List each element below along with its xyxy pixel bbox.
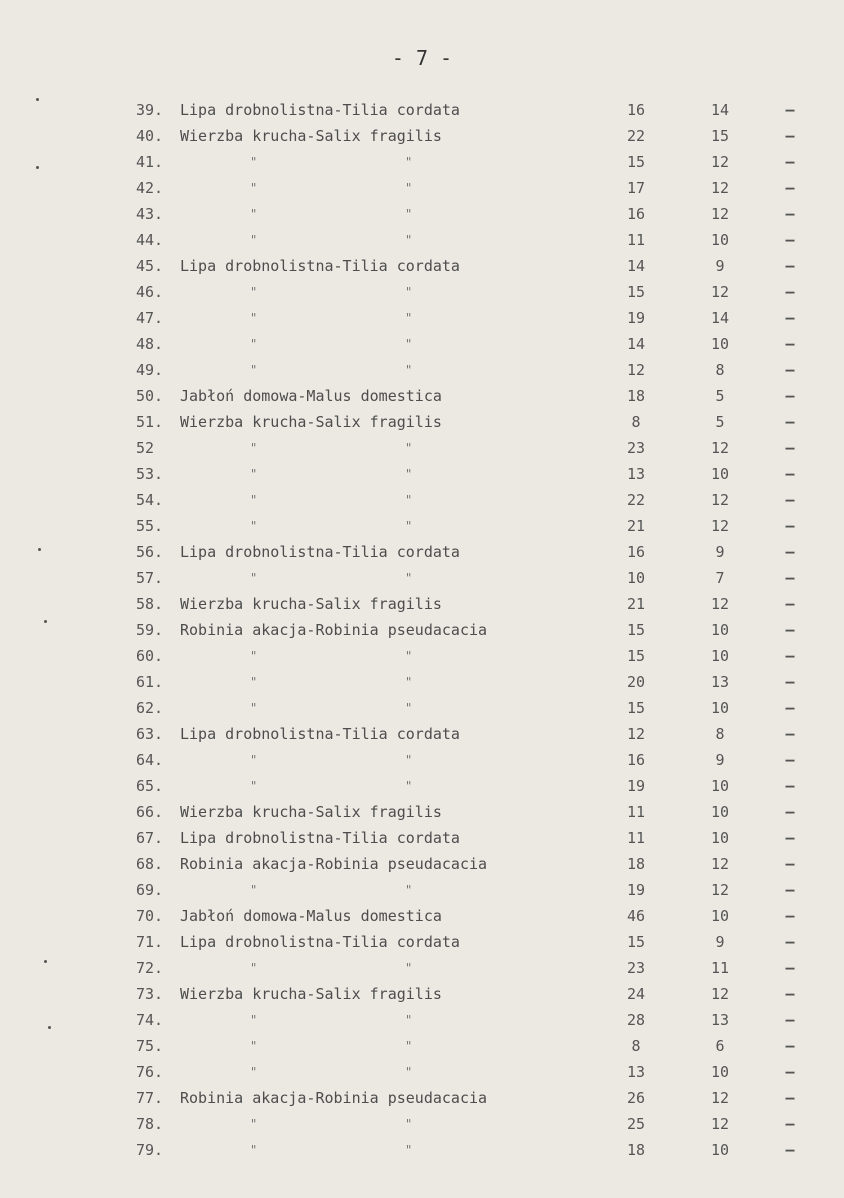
species-name: Lipa drobnolistna-Tilia cordata <box>180 101 460 119</box>
measure-1: 16 <box>626 751 646 769</box>
row-dash: – <box>785 855 795 873</box>
row-number: 41. <box>136 153 164 171</box>
species-name: Robinia akacja-Robinia pseudacacia <box>180 855 488 873</box>
table-row <box>0 1033 844 1059</box>
measure-2: 12 <box>710 439 730 457</box>
row-dash: – <box>785 413 795 431</box>
measure-2: 10 <box>710 699 730 717</box>
species-name: Lipa drobnolistna-Tilia cordata <box>180 725 460 743</box>
ditto-mark: " <box>405 883 413 897</box>
row-number: 60. <box>136 647 164 665</box>
row-dash: – <box>785 179 795 197</box>
measure-1: 23 <box>626 439 646 457</box>
row-dash: – <box>785 803 795 821</box>
species-name: Wierzba krucha-Salix fragilis <box>180 595 442 613</box>
row-dash: – <box>785 1089 795 1107</box>
row-dash: – <box>785 465 795 483</box>
ditto-mark: " <box>405 1013 413 1027</box>
species-name: Jabłoń domowa-Malus domestica <box>180 387 442 405</box>
ditto-mark: " <box>250 285 258 299</box>
measure-1: 10 <box>626 569 646 587</box>
ditto-mark: " <box>250 701 258 715</box>
species-name: Wierzba krucha-Salix fragilis <box>180 985 442 1003</box>
ditto-mark: " <box>250 519 258 533</box>
measure-2: 9 <box>715 933 725 951</box>
row-number: 71. <box>136 933 164 951</box>
row-number: 67. <box>136 829 164 847</box>
ditto-mark: " <box>250 493 258 507</box>
row-number: 49. <box>136 361 164 379</box>
row-dash: – <box>785 829 795 847</box>
measure-1: 15 <box>626 647 646 665</box>
measure-2: 12 <box>710 855 730 873</box>
measure-2: 14 <box>710 101 730 119</box>
measure-2: 12 <box>710 179 730 197</box>
table-row <box>0 851 844 877</box>
table-row <box>0 357 844 383</box>
measure-1: 20 <box>626 673 646 691</box>
tree-inventory-list <box>0 97 844 1163</box>
measure-2: 12 <box>710 283 730 301</box>
row-dash: – <box>785 673 795 691</box>
table-row <box>0 123 844 149</box>
row-dash: – <box>785 777 795 795</box>
measure-1: 8 <box>631 413 641 431</box>
row-dash: – <box>785 751 795 769</box>
row-dash: – <box>785 933 795 951</box>
row-dash: – <box>785 543 795 561</box>
row-number: 69. <box>136 881 164 899</box>
ditto-mark: " <box>405 675 413 689</box>
measure-2: 13 <box>710 1011 730 1029</box>
table-row <box>0 1111 844 1137</box>
ditto-mark: " <box>250 233 258 247</box>
ditto-mark: " <box>405 701 413 715</box>
ditto-mark: " <box>405 363 413 377</box>
row-dash: – <box>785 959 795 977</box>
measure-1: 16 <box>626 101 646 119</box>
measure-1: 16 <box>626 543 646 561</box>
measure-1: 14 <box>626 257 646 275</box>
ditto-mark: " <box>405 649 413 663</box>
row-dash: – <box>785 439 795 457</box>
measure-2: 12 <box>710 985 730 1003</box>
row-number: 63. <box>136 725 164 743</box>
measure-1: 24 <box>626 985 646 1003</box>
ditto-mark: " <box>250 961 258 975</box>
ditto-mark: " <box>405 1143 413 1157</box>
species-name: Wierzba krucha-Salix fragilis <box>180 803 442 821</box>
measure-2: 8 <box>715 361 725 379</box>
ditto-mark: " <box>250 649 258 663</box>
row-number: 44. <box>136 231 164 249</box>
measure-2: 10 <box>710 647 730 665</box>
measure-2: 12 <box>710 205 730 223</box>
row-dash: – <box>785 647 795 665</box>
table-row <box>0 825 844 851</box>
measure-1: 25 <box>626 1115 646 1133</box>
row-number: 74. <box>136 1011 164 1029</box>
row-dash: – <box>785 491 795 509</box>
row-number: 59. <box>136 621 164 639</box>
ditto-mark: " <box>405 337 413 351</box>
table-row <box>0 591 844 617</box>
row-dash: – <box>785 127 795 145</box>
row-dash: – <box>785 1037 795 1055</box>
table-row <box>0 513 844 539</box>
measure-2: 12 <box>710 491 730 509</box>
measure-2: 10 <box>710 907 730 925</box>
measure-1: 23 <box>626 959 646 977</box>
ditto-mark: " <box>405 441 413 455</box>
measure-1: 19 <box>626 309 646 327</box>
table-row <box>0 643 844 669</box>
measure-2: 14 <box>710 309 730 327</box>
row-dash: – <box>785 725 795 743</box>
ditto-mark: " <box>250 1143 258 1157</box>
measure-1: 16 <box>626 205 646 223</box>
ditto-mark: " <box>405 181 413 195</box>
table-row <box>0 617 844 643</box>
row-dash: – <box>785 1141 795 1159</box>
row-number: 73. <box>136 985 164 1003</box>
ditto-mark: " <box>250 1117 258 1131</box>
ditto-mark: " <box>250 363 258 377</box>
ditto-mark: " <box>250 441 258 455</box>
row-number: 61. <box>136 673 164 691</box>
ditto-mark: " <box>405 961 413 975</box>
row-dash: – <box>785 1115 795 1133</box>
measure-2: 13 <box>710 673 730 691</box>
ditto-mark: " <box>250 1039 258 1053</box>
measure-2: 10 <box>710 465 730 483</box>
ditto-mark: " <box>405 155 413 169</box>
row-number: 79. <box>136 1141 164 1159</box>
table-row <box>0 175 844 201</box>
measure-1: 11 <box>626 829 646 847</box>
table-row <box>0 669 844 695</box>
row-number: 62. <box>136 699 164 717</box>
ditto-mark: " <box>405 1065 413 1079</box>
row-number: 68. <box>136 855 164 873</box>
ditto-mark: " <box>250 311 258 325</box>
measure-1: 12 <box>626 361 646 379</box>
measure-2: 15 <box>710 127 730 145</box>
ditto-mark: " <box>250 675 258 689</box>
measure-1: 13 <box>626 1063 646 1081</box>
row-number: 57. <box>136 569 164 587</box>
row-number: 53. <box>136 465 164 483</box>
ditto-mark: " <box>250 1065 258 1079</box>
measure-2: 10 <box>710 231 730 249</box>
ditto-mark: " <box>250 155 258 169</box>
row-number: 78. <box>136 1115 164 1133</box>
table-row <box>0 383 844 409</box>
ditto-mark: " <box>250 753 258 767</box>
table-row <box>0 409 844 435</box>
ditto-mark: " <box>405 1039 413 1053</box>
measure-1: 11 <box>626 231 646 249</box>
table-row <box>0 695 844 721</box>
row-dash: – <box>785 985 795 1003</box>
measure-1: 13 <box>626 465 646 483</box>
ditto-mark: " <box>405 467 413 481</box>
measure-2: 5 <box>715 387 725 405</box>
row-number: 40. <box>136 127 164 145</box>
measure-2: 12 <box>710 1089 730 1107</box>
table-row <box>0 877 844 903</box>
ditto-mark: " <box>250 571 258 585</box>
ditto-mark: " <box>250 883 258 897</box>
measure-1: 22 <box>626 127 646 145</box>
row-number: 48. <box>136 335 164 353</box>
table-row <box>0 97 844 123</box>
measure-2: 10 <box>710 803 730 821</box>
row-dash: – <box>785 621 795 639</box>
table-row <box>0 435 844 461</box>
row-number: 65. <box>136 777 164 795</box>
ditto-mark: " <box>405 519 413 533</box>
ditto-mark: " <box>250 181 258 195</box>
measure-1: 19 <box>626 777 646 795</box>
table-row <box>0 903 844 929</box>
species-name: Wierzba krucha-Salix fragilis <box>180 413 442 431</box>
row-number: 70. <box>136 907 164 925</box>
row-number: 76. <box>136 1063 164 1081</box>
ditto-mark: " <box>405 493 413 507</box>
row-dash: – <box>785 153 795 171</box>
row-number: 56. <box>136 543 164 561</box>
measure-1: 11 <box>626 803 646 821</box>
row-number: 47. <box>136 309 164 327</box>
species-name: Wierzba krucha-Salix fragilis <box>180 127 442 145</box>
row-dash: – <box>785 361 795 379</box>
row-number: 72. <box>136 959 164 977</box>
table-row <box>0 331 844 357</box>
measure-1: 46 <box>626 907 646 925</box>
measure-2: 12 <box>710 881 730 899</box>
measure-2: 10 <box>710 829 730 847</box>
ditto-mark: " <box>405 207 413 221</box>
species-name: Robinia akacja-Robinia pseudacacia <box>180 621 488 639</box>
row-number: 45. <box>136 257 164 275</box>
measure-1: 15 <box>626 933 646 951</box>
measure-1: 26 <box>626 1089 646 1107</box>
ditto-mark: " <box>405 233 413 247</box>
table-row <box>0 929 844 955</box>
row-dash: – <box>785 517 795 535</box>
row-dash: – <box>785 569 795 587</box>
measure-2: 8 <box>715 725 725 743</box>
table-row <box>0 1085 844 1111</box>
measure-2: 6 <box>715 1037 725 1055</box>
ditto-mark: " <box>405 779 413 793</box>
row-number: 77. <box>136 1089 164 1107</box>
species-name: Robinia akacja-Robinia pseudacacia <box>180 1089 488 1107</box>
table-row <box>0 721 844 747</box>
measure-1: 14 <box>626 335 646 353</box>
table-row <box>0 305 844 331</box>
species-name: Lipa drobnolistna-Tilia cordata <box>180 543 460 561</box>
measure-2: 10 <box>710 777 730 795</box>
measure-2: 12 <box>710 595 730 613</box>
measure-1: 15 <box>626 699 646 717</box>
species-name: Lipa drobnolistna-Tilia cordata <box>180 257 460 275</box>
row-number: 58. <box>136 595 164 613</box>
row-dash: – <box>785 699 795 717</box>
measure-1: 28 <box>626 1011 646 1029</box>
table-row <box>0 1007 844 1033</box>
row-dash: – <box>785 881 795 899</box>
measure-1: 22 <box>626 491 646 509</box>
table-row <box>0 201 844 227</box>
row-dash: – <box>785 205 795 223</box>
species-name: Jabłoń domowa-Malus domestica <box>180 907 442 925</box>
measure-1: 15 <box>626 153 646 171</box>
species-name: Lipa drobnolistna-Tilia cordata <box>180 933 460 951</box>
measure-2: 11 <box>710 959 730 977</box>
table-row <box>0 279 844 305</box>
row-number: 75. <box>136 1037 164 1055</box>
row-dash: – <box>785 595 795 613</box>
measure-1: 15 <box>626 621 646 639</box>
table-row <box>0 1137 844 1163</box>
measure-1: 21 <box>626 595 646 613</box>
row-number: 54. <box>136 491 164 509</box>
row-number: 64. <box>136 751 164 769</box>
row-number: 66. <box>136 803 164 821</box>
measure-2: 12 <box>710 1115 730 1133</box>
species-name: Lipa drobnolistna-Tilia cordata <box>180 829 460 847</box>
measure-2: 10 <box>710 335 730 353</box>
row-number: 55. <box>136 517 164 535</box>
table-row <box>0 955 844 981</box>
table-row <box>0 539 844 565</box>
measure-1: 15 <box>626 283 646 301</box>
ditto-mark: " <box>405 753 413 767</box>
page-number: - 7 - <box>391 46 453 70</box>
measure-1: 21 <box>626 517 646 535</box>
measure-1: 12 <box>626 725 646 743</box>
table-row <box>0 1059 844 1085</box>
row-number: 51. <box>136 413 164 431</box>
table-row <box>0 747 844 773</box>
ditto-mark: " <box>250 467 258 481</box>
ditto-mark: " <box>250 337 258 351</box>
measure-2: 12 <box>710 153 730 171</box>
row-number: 42. <box>136 179 164 197</box>
table-row <box>0 773 844 799</box>
measure-2: 7 <box>715 569 725 587</box>
table-row <box>0 981 844 1007</box>
row-number: 39. <box>136 101 164 119</box>
measure-2: 10 <box>710 621 730 639</box>
table-row <box>0 487 844 513</box>
measure-1: 18 <box>626 1141 646 1159</box>
ditto-mark: " <box>405 1117 413 1131</box>
row-number: 46. <box>136 283 164 301</box>
ditto-mark: " <box>405 285 413 299</box>
ditto-mark: " <box>405 311 413 325</box>
measure-1: 17 <box>626 179 646 197</box>
measure-2: 10 <box>710 1063 730 1081</box>
measure-2: 10 <box>710 1141 730 1159</box>
measure-2: 9 <box>715 543 725 561</box>
measure-2: 5 <box>715 413 725 431</box>
ditto-mark: " <box>250 779 258 793</box>
table-row <box>0 799 844 825</box>
measure-2: 12 <box>710 517 730 535</box>
table-row <box>0 253 844 279</box>
table-row <box>0 227 844 253</box>
measure-2: 9 <box>715 257 725 275</box>
row-dash: – <box>785 101 795 119</box>
ditto-mark: " <box>250 207 258 221</box>
table-row <box>0 461 844 487</box>
row-dash: – <box>785 387 795 405</box>
row-dash: – <box>785 231 795 249</box>
row-dash: – <box>785 1011 795 1029</box>
ditto-mark: " <box>250 1013 258 1027</box>
table-row <box>0 149 844 175</box>
measure-2: 9 <box>715 751 725 769</box>
row-number: 50. <box>136 387 164 405</box>
row-dash: – <box>785 257 795 275</box>
row-number: 43. <box>136 205 164 223</box>
row-number: 52 <box>136 439 155 457</box>
ditto-mark: " <box>405 571 413 585</box>
table-row <box>0 565 844 591</box>
measure-1: 18 <box>626 855 646 873</box>
row-dash: – <box>785 309 795 327</box>
row-dash: – <box>785 283 795 301</box>
measure-1: 8 <box>631 1037 641 1055</box>
row-dash: – <box>785 1063 795 1081</box>
row-dash: – <box>785 907 795 925</box>
measure-1: 18 <box>626 387 646 405</box>
measure-1: 19 <box>626 881 646 899</box>
row-dash: – <box>785 335 795 353</box>
